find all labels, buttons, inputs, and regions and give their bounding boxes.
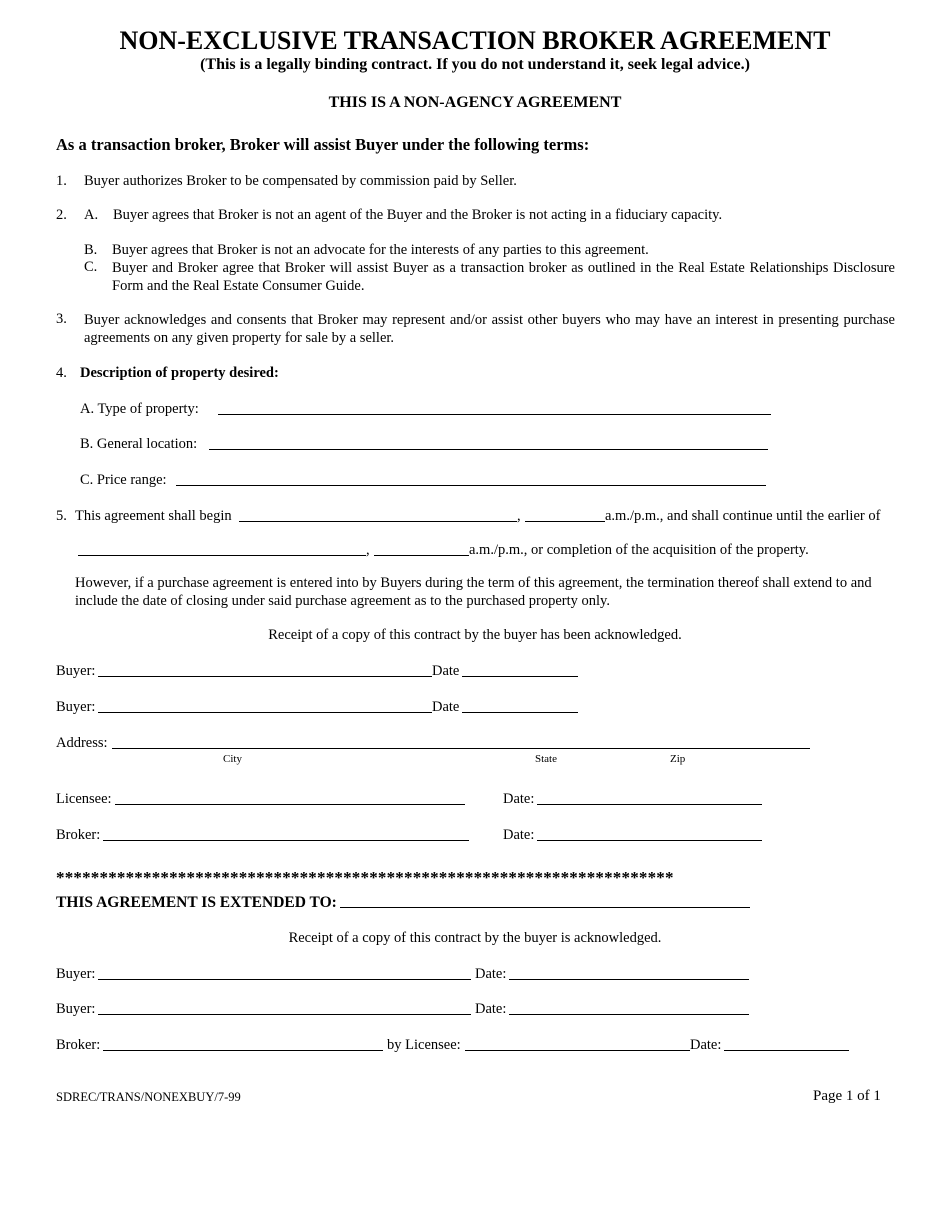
- general-location-label: B. General location:: [80, 436, 198, 452]
- page-number: Page 1 of 1: [813, 1088, 881, 1104]
- term-3-number: 3.: [56, 311, 67, 327]
- form-code: SDREC/TRANS/NONEXBUY/7-99: [56, 1090, 241, 1104]
- asterisk-divider: ***********************************************************************: [56, 868, 674, 887]
- ext-buyer-2-label: Buyer:: [56, 1001, 96, 1017]
- licensee-date-field[interactable]: [537, 790, 762, 805]
- end-date-field[interactable]: [78, 541, 366, 556]
- ext-buyer-1-date-label: Date:: [475, 966, 507, 982]
- term-2b-letter: B.: [84, 242, 98, 258]
- licensee-signature-field[interactable]: [115, 790, 465, 805]
- buyer-1-date-label: Date: [432, 663, 460, 679]
- ext-buyer-2-date-field[interactable]: [509, 1000, 749, 1015]
- term-5-number: 5.: [56, 508, 67, 524]
- address-state-label: State: [535, 753, 557, 765]
- type-of-property-label: A. Type of property:: [80, 401, 199, 417]
- non-agency-heading: THIS IS A NON-AGENCY AGREEMENT: [328, 94, 622, 111]
- buyer-1-label: Buyer:: [56, 663, 96, 679]
- type-of-property-field[interactable]: [218, 400, 771, 415]
- broker-date-field[interactable]: [537, 826, 762, 841]
- term-1-number: 1.: [56, 173, 67, 189]
- ext-licensee-signature-field[interactable]: [465, 1036, 690, 1051]
- term-1-text: Buyer authorizes Broker to be compensated by commission paid by Seller.: [84, 173, 517, 189]
- broker-signature-field[interactable]: [103, 826, 469, 841]
- term-4-number: 4.: [56, 365, 67, 381]
- ext-buyer-1-signature-field[interactable]: [98, 965, 471, 980]
- ext-broker-date-field[interactable]: [724, 1036, 849, 1051]
- term-5-completion-text: a.m./p.m., or completion of the acquisition of the property.: [469, 542, 809, 558]
- price-range-field[interactable]: [176, 471, 766, 486]
- ext-buyer-2-date-label: Date:: [475, 1001, 507, 1017]
- ext-broker-date-label: Date:: [690, 1037, 722, 1053]
- term-2a-text: Buyer agrees that Broker is not an agent of the Buyer and the Broker is not acting in a fiduciary capacity.: [113, 207, 723, 223]
- address-field[interactable]: [112, 734, 810, 749]
- ext-buyer-1-date-field[interactable]: [509, 965, 749, 980]
- begin-time-field[interactable]: [525, 507, 605, 522]
- licensee-label: Licensee:: [56, 791, 112, 807]
- term-2-number: 2.: [56, 207, 67, 223]
- term-3-text: Buyer acknowledges and consents that Broker may represent and/or assist other buyers who may have an interest in presenting purchase agreements on any given property for sale by a seller.: [84, 312, 895, 346]
- buyer-2-date-label: Date: [432, 699, 460, 715]
- term-2a-letter: A.: [84, 207, 99, 223]
- extended-to-label: THIS AGREEMENT IS EXTENDED TO:: [56, 894, 337, 911]
- ext-by-licensee-label: by Licensee:: [387, 1037, 461, 1053]
- term-5-continue-text: a.m./p.m., and shall continue until the earlier of: [605, 508, 881, 524]
- term-2c-text: Buyer and Broker agree that Broker will assist Buyer as a transaction broker as outlined in the Real Estate Relationships Disclosure Form and the Real Estate Consumer Guide.: [112, 260, 895, 294]
- address-label: Address:: [56, 735, 108, 751]
- buyer-2-signature-field[interactable]: [98, 698, 432, 713]
- document-title: NON-EXCLUSIVE TRANSACTION BROKER AGREEMENT: [119, 26, 831, 55]
- end-time-field[interactable]: [374, 541, 469, 556]
- buyer-1-date-field[interactable]: [462, 662, 578, 677]
- buyer-2-date-field[interactable]: [462, 698, 578, 713]
- price-range-label: C. Price range:: [80, 472, 167, 488]
- address-city-label: City: [223, 753, 242, 765]
- ext-broker-signature-field[interactable]: [103, 1036, 383, 1051]
- licensee-date-label: Date:: [503, 791, 535, 807]
- ext-buyer-2-signature-field[interactable]: [98, 1000, 471, 1015]
- ext-broker-label: Broker:: [56, 1037, 101, 1053]
- intro-heading: As a transaction broker, Broker will assist Buyer under the following terms:: [56, 135, 590, 154]
- term-5-begin-text: This agreement shall begin: [75, 508, 232, 524]
- address-zip-label: Zip: [670, 753, 686, 765]
- term-5-comma-2: ,: [366, 542, 370, 558]
- receipt-acknowledgement-2: Receipt of a copy of this contract by the buyer is acknowledged.: [288, 930, 662, 946]
- ext-buyer-1-label: Buyer:: [56, 966, 96, 982]
- however-paragraph: However, if a purchase agreement is entered into by Buyers during the term of this agreement, the termination thereof shall extend to and include the date of closing under said purchase agreement as to the purchased property only.: [75, 575, 872, 609]
- buyer-1-signature-field[interactable]: [98, 662, 432, 677]
- buyer-2-label: Buyer:: [56, 699, 96, 715]
- broker-date-label: Date:: [503, 827, 535, 843]
- term-5-comma-1: ,: [517, 508, 521, 524]
- begin-date-field[interactable]: [239, 507, 517, 522]
- broker-label: Broker:: [56, 827, 101, 843]
- term-2c-letter: C.: [84, 259, 98, 275]
- document-subtitle: (This is a legally binding contract. If you do not understand it, seek legal advice.): [200, 56, 750, 73]
- extended-to-field[interactable]: [340, 893, 750, 908]
- receipt-acknowledgement-1: Receipt of a copy of this contract by the buyer has been acknowledged.: [268, 627, 682, 643]
- term-4-heading: Description of property desired:: [80, 365, 279, 381]
- general-location-field[interactable]: [209, 435, 768, 450]
- term-2b-text: Buyer agrees that Broker is not an advocate for the interests of any parties to this agreement.: [112, 242, 649, 258]
